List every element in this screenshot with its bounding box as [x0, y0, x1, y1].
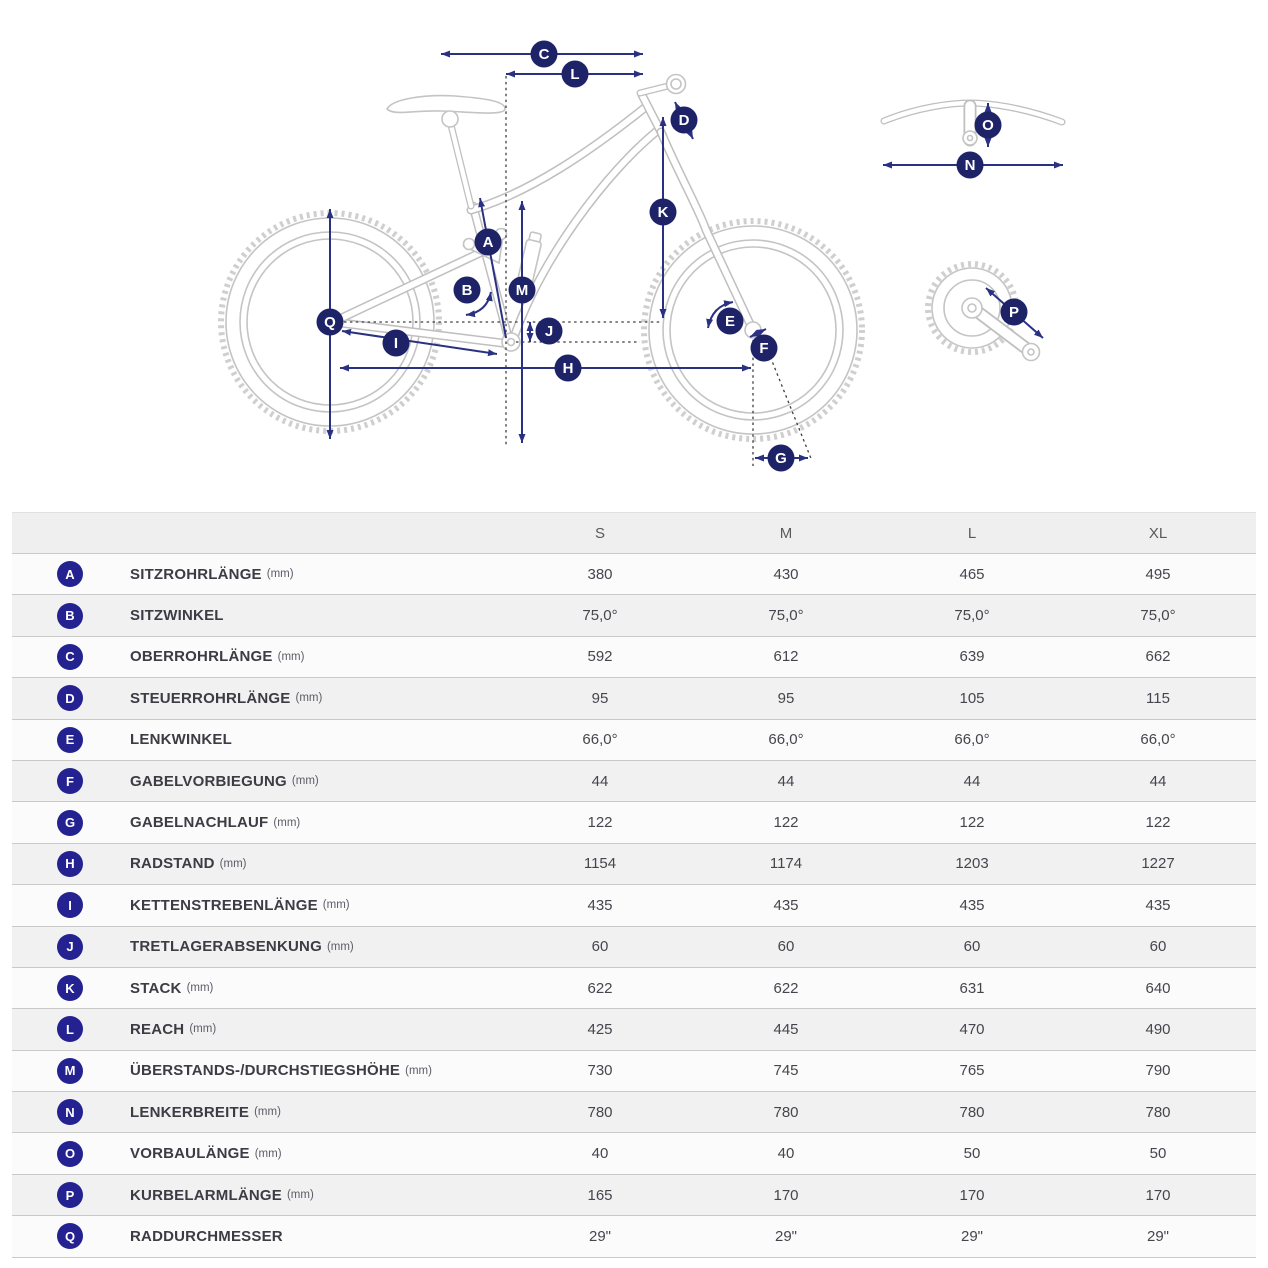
- row-letter-badge: I: [57, 892, 83, 918]
- row-letter-badge: Q: [57, 1223, 83, 1249]
- row-label: TRETLAGERABSENKUNG: [130, 938, 322, 956]
- geometry-value: 470: [959, 1020, 985, 1038]
- geometry-value: 170: [959, 1186, 985, 1204]
- geometry-value: 60: [591, 938, 609, 956]
- diagram-marker-letter: G: [775, 450, 787, 468]
- row-unit: (mm): [254, 1106, 281, 1119]
- row-label: GABELVORBIEGUNG: [130, 772, 287, 790]
- geometry-value: 170: [1145, 1186, 1171, 1204]
- row-unit: (mm): [405, 1064, 432, 1077]
- row-label: STEUERROHRLÄNGE: [130, 689, 291, 707]
- geometry-value: 170: [773, 1186, 799, 1204]
- geometry-value: 1203: [955, 855, 989, 873]
- geometry-value: 435: [959, 896, 985, 914]
- row-letter-badge: P: [57, 1182, 83, 1208]
- size-column-header: S: [594, 524, 605, 542]
- diagram-marker-letter: O: [982, 117, 994, 135]
- handlebar-grip-drawing: [667, 75, 686, 94]
- geometry-value: 122: [587, 814, 613, 832]
- geometry-value: 44: [591, 772, 609, 790]
- row-unit: (mm): [295, 692, 323, 705]
- geometry-value: 115: [1146, 689, 1170, 707]
- diagram-marker-letter: K: [657, 204, 669, 222]
- geometry-value: 790: [1145, 1062, 1171, 1080]
- row-label: KURBELARMLÄNGE: [130, 1186, 282, 1204]
- row-label: LENKERBREITE: [130, 1103, 250, 1121]
- size-header-row: [12, 513, 1256, 553]
- handlebar-detail-drawing: [884, 103, 1062, 145]
- diagram-marker-letter: P: [1008, 304, 1020, 322]
- size-column-header: XL: [1148, 524, 1168, 542]
- geometry-value: 122: [773, 814, 799, 832]
- geometry-value: 435: [1145, 896, 1171, 914]
- geometry-value: 122: [959, 814, 985, 832]
- geometry-value: 105: [959, 689, 985, 707]
- geometry-value: 66,0°: [582, 731, 618, 749]
- table-row: [12, 1008, 1256, 1049]
- row-unit: (mm): [277, 650, 305, 663]
- table-row: [12, 594, 1256, 635]
- row-unit: (mm): [266, 568, 294, 581]
- row-letter-badge: B: [57, 603, 83, 629]
- geometry-value: 122: [1145, 814, 1171, 832]
- geometry-table-body: [12, 553, 1256, 1257]
- geometry-value: 29": [1146, 1227, 1169, 1245]
- row-letter-badge: H: [57, 851, 83, 877]
- geometry-value: 592: [587, 648, 613, 666]
- row-unit: (mm): [291, 775, 319, 788]
- table-row: [12, 967, 1256, 1008]
- row-unit: (mm): [273, 816, 301, 829]
- geometry-value: 639: [959, 648, 985, 666]
- row-letter-badge: G: [57, 810, 83, 836]
- geometry-value: 435: [587, 896, 613, 914]
- geometry-value: 662: [1145, 648, 1171, 666]
- geometry-value: 1154: [583, 855, 617, 873]
- row-label: RADDURCHMESSER: [130, 1227, 283, 1245]
- diagram-marker-letter: L: [570, 66, 580, 84]
- row-label: VORBAULÄNGE: [130, 1145, 250, 1163]
- geometry-value: 631: [959, 979, 985, 997]
- geometry-value: 1174: [769, 855, 803, 873]
- geometry-value: 60: [777, 938, 795, 956]
- row-label: SITZROHRLÄNGE: [130, 565, 262, 583]
- row-unit: (mm): [254, 1147, 282, 1160]
- geometry-value: 44: [963, 772, 981, 790]
- geometry-value: 730: [587, 1062, 613, 1080]
- row-letter-badge: N: [57, 1099, 83, 1125]
- table-row: [12, 636, 1256, 677]
- geometry-value: 75,0°: [768, 607, 804, 625]
- table-row: [12, 884, 1256, 925]
- size-column-header: M: [779, 524, 793, 542]
- diagram-marker-letter: C: [538, 46, 550, 64]
- geometry-value: 780: [773, 1103, 799, 1121]
- row-unit: (mm): [322, 899, 350, 912]
- row-label: ÜBERSTANDS-/DURCHSTIEGSHÖHE: [130, 1062, 401, 1080]
- geometry-value: 1227: [1141, 855, 1175, 873]
- row-label: LENKWINKEL: [130, 731, 232, 749]
- geometry-value: 780: [959, 1103, 985, 1121]
- table-row: [12, 1132, 1256, 1173]
- row-letter-badge: K: [57, 975, 83, 1001]
- geometry-value: 640: [1145, 979, 1171, 997]
- table-row: [12, 760, 1256, 801]
- geometry-value: 780: [587, 1103, 613, 1121]
- geometry-value: 29": [774, 1227, 797, 1245]
- diagram-marker-letter: B: [461, 282, 473, 300]
- geometry-value: 40: [777, 1145, 795, 1163]
- row-letter-badge: L: [57, 1016, 83, 1042]
- table-row: [12, 843, 1256, 884]
- diagram-marker-letter: Q: [324, 314, 336, 332]
- table-row: [12, 1215, 1256, 1256]
- row-label: KETTENSTREBENLÄNGE: [130, 896, 318, 914]
- geometry-value: 66,0°: [954, 731, 990, 749]
- geometry-value: 66,0°: [768, 731, 804, 749]
- diagram-marker-letter: E: [724, 313, 736, 331]
- geometry-value: 612: [773, 648, 799, 666]
- geometry-value: 75,0°: [582, 607, 618, 625]
- geometry-value: 165: [587, 1186, 613, 1204]
- table-row: [12, 1091, 1256, 1132]
- geometry-value: 50: [1149, 1145, 1167, 1163]
- geometry-value: 44: [1149, 772, 1167, 790]
- geometry-value: 622: [587, 979, 613, 997]
- geometry-value: 622: [773, 979, 799, 997]
- diagram-marker-letter: M: [515, 282, 529, 300]
- row-label: RADSTAND: [130, 855, 215, 873]
- row-unit: (mm): [219, 857, 247, 870]
- row-letter-badge: A: [57, 561, 83, 587]
- geometry-value: 490: [1145, 1020, 1171, 1038]
- geometry-value: 425: [587, 1020, 613, 1038]
- row-letter-badge: M: [57, 1058, 83, 1084]
- table-row: [12, 926, 1256, 967]
- geometry-value: 745: [773, 1062, 799, 1080]
- geometry-value: 765: [959, 1062, 985, 1080]
- geometry-value: 435: [773, 896, 799, 914]
- geometry-value: 430: [773, 565, 799, 583]
- geometry-value: 780: [1145, 1103, 1171, 1121]
- diagram-marker-letter: A: [482, 234, 494, 252]
- diagram-marker-letter: N: [964, 157, 976, 175]
- geometry-value: 465: [959, 565, 985, 583]
- row-label: STACK: [130, 979, 182, 997]
- row-letter-badge: J: [57, 934, 83, 960]
- geometry-value: 95: [777, 689, 795, 707]
- row-unit: (mm): [186, 982, 214, 995]
- row-letter-badge: D: [57, 685, 83, 711]
- diagram-marker-letter: D: [678, 112, 690, 130]
- geometry-value: 60: [1149, 938, 1167, 956]
- table-row: [12, 1174, 1256, 1215]
- geometry-value: 29": [588, 1227, 611, 1245]
- geometry-value: 40: [591, 1145, 609, 1163]
- geometry-value: 380: [587, 565, 613, 583]
- geometry-value: 50: [963, 1145, 981, 1163]
- row-letter-badge: O: [57, 1141, 83, 1167]
- geometry-value: 66,0°: [1140, 731, 1176, 749]
- geometry-value: 95: [591, 689, 609, 707]
- table-row: [12, 719, 1256, 760]
- row-unit: (mm): [286, 1189, 314, 1202]
- table-row: [12, 1050, 1256, 1091]
- geometry-value: 44: [777, 772, 795, 790]
- diagram-marker-letter: H: [562, 360, 574, 378]
- geometry-value: 75,0°: [1140, 607, 1176, 625]
- row-label: GABELNACHLAUF: [130, 814, 269, 832]
- geometry-value: 75,0°: [954, 607, 990, 625]
- row-unit: (mm): [326, 940, 354, 953]
- row-label: SITZWINKEL: [130, 607, 224, 625]
- diagram-marker-letter: J: [544, 323, 554, 341]
- row-letter-badge: F: [57, 768, 83, 794]
- table-row: [12, 553, 1256, 594]
- geometry-value: 445: [773, 1020, 799, 1038]
- diagram-marker-letter: F: [759, 340, 769, 358]
- size-column-header: L: [967, 524, 977, 542]
- saddle-drawing: [387, 96, 505, 113]
- row-label: REACH: [130, 1020, 185, 1038]
- geometry-value: 60: [963, 938, 981, 956]
- table-row: [12, 677, 1256, 718]
- row-label: OBERROHRLÄNGE: [130, 648, 273, 666]
- geometry-value: 495: [1145, 565, 1171, 583]
- geometry-value: 29": [960, 1227, 983, 1245]
- diagram-marker-letter: I: [393, 335, 399, 353]
- row-letter-badge: E: [57, 727, 83, 753]
- geometry-table: [12, 512, 1256, 1258]
- row-unit: (mm): [189, 1023, 217, 1036]
- table-row: [12, 801, 1256, 842]
- row-letter-badge: C: [57, 644, 83, 670]
- bike-geometry-diagram: [0, 0, 1268, 505]
